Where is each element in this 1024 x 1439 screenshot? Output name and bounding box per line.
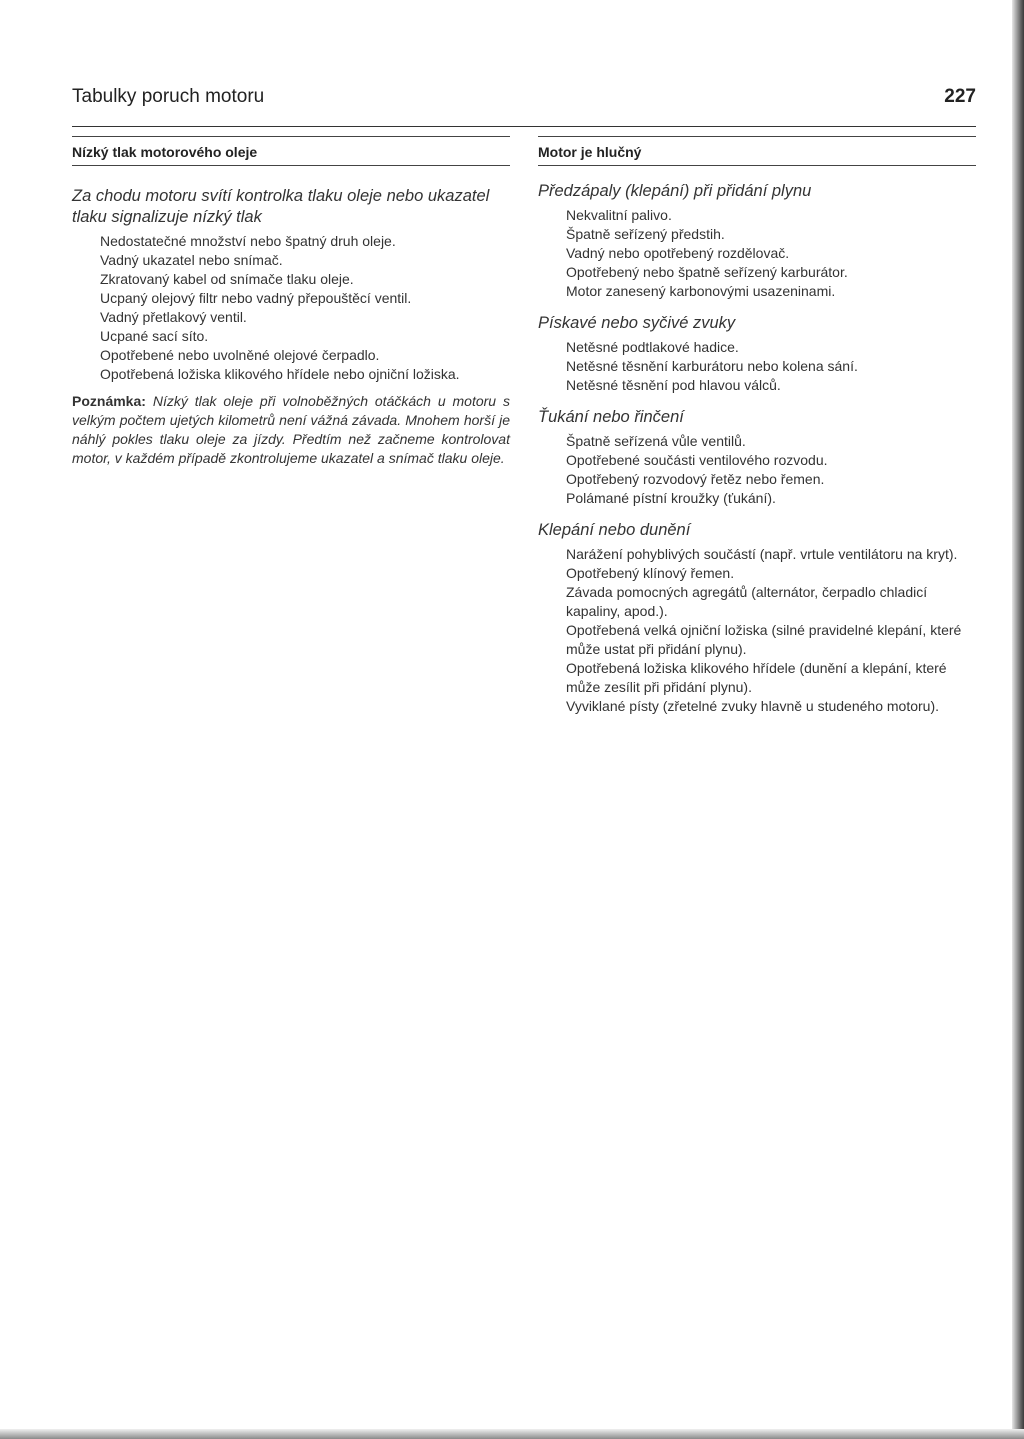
left-column bbox=[72, 136, 510, 468]
list-item: Vadný přetlakový ventil. bbox=[100, 309, 247, 325]
cause-list bbox=[538, 206, 976, 301]
list-item: Opotřebená ložiska klikového hřídele (dunění a klepání, které může zesílit při přidání plynu). bbox=[566, 660, 947, 695]
list-item: Motor zanesený karbonovými usazeninami. bbox=[566, 283, 836, 299]
cause-list bbox=[72, 232, 510, 384]
section-title-noisy-engine: Motor je hlučný bbox=[538, 136, 976, 166]
fault-title: Ťukání nebo řinčení bbox=[538, 408, 684, 426]
note-label: Poznámka: bbox=[72, 393, 146, 409]
cause-list bbox=[538, 545, 976, 716]
list-item: Narážení pohyblivých součástí (např. vrtule ventilátoru na kryt). bbox=[566, 546, 958, 562]
cause-list bbox=[538, 338, 976, 395]
list-item: Opotřebený nebo špatně seřízený karburátor. bbox=[566, 264, 848, 280]
list-item: Opotřebené součásti ventilového rozvodu. bbox=[566, 452, 828, 468]
list-item: Opotřebené nebo uvolněné olejové čerpadlo. bbox=[100, 347, 380, 363]
list-item: Opotřebená ložiska klikového hřídele nebo ojniční ložiska. bbox=[100, 366, 460, 382]
list-item: Vadný nebo opotřebený rozdělovač. bbox=[566, 245, 790, 261]
chapter-title: Tabulky poruch motoru bbox=[72, 86, 265, 107]
fault-title: Pískavé nebo syčivé zvuky bbox=[538, 314, 736, 332]
list-item: Špatně seřízená vůle ventilů. bbox=[566, 433, 746, 449]
list-item: Polámané pístní kroužky (ťukání). bbox=[566, 490, 776, 506]
list-item: Opotřebený rozvodový řetěz nebo řemen. bbox=[566, 471, 825, 487]
list-item: Závada pomocných agregátů (alternátor, čerpadlo chladicí kapaliny, apod.). bbox=[566, 584, 928, 619]
page-bottom-edge bbox=[0, 1429, 1024, 1439]
section-title-low-oil-pressure: Nízký tlak motorového oleje bbox=[72, 136, 510, 166]
list-item: Ucpaný olejový filtr nebo vadný přepouštěcí ventil. bbox=[100, 290, 412, 306]
fault-title: Klepání nebo dunění bbox=[538, 521, 691, 539]
list-item: Netěsné podtlakové hadice. bbox=[566, 339, 739, 355]
note-paragraph bbox=[72, 392, 510, 468]
list-item: Vyviklané písty (zřetelné zvuky hlavně u studeného motoru). bbox=[566, 698, 940, 714]
list-item: Opotřebená velká ojniční ložiska (silné pravidelné klepání, které může ustat při přidání plynu). bbox=[566, 622, 962, 657]
page-edge-shadow bbox=[1012, 0, 1024, 1439]
running-header bbox=[72, 86, 976, 114]
page-number: 227 bbox=[944, 86, 976, 107]
fault-title: Za chodu motoru svítí kontrolka tlaku oleje nebo ukazatel tlaku signalizuje nízký tlak bbox=[72, 187, 490, 226]
list-item: Ucpané sací síto. bbox=[100, 328, 209, 344]
list-item: Nedostatečné množství nebo špatný druh oleje. bbox=[100, 233, 396, 249]
list-item: Nekvalitní palivo. bbox=[566, 207, 672, 223]
list-item: Zkratovaný kabel od snímače tlaku oleje. bbox=[100, 271, 354, 287]
right-column bbox=[538, 136, 976, 716]
list-item: Netěsné těsnění karburátoru nebo kolena sání. bbox=[566, 358, 858, 374]
list-item: Špatně seřízený předstih. bbox=[566, 226, 725, 242]
header-rule bbox=[72, 126, 976, 127]
list-item: Opotřebený klínový řemen. bbox=[566, 565, 735, 581]
fault-title: Předzápaly (klepání) při přidání plynu bbox=[538, 182, 812, 200]
cause-list bbox=[538, 432, 976, 508]
list-item: Netěsné těsnění pod hlavou válců. bbox=[566, 377, 781, 393]
list-item: Vadný ukazatel nebo snímač. bbox=[100, 252, 283, 268]
note-text: Nízký tlak oleje při volnoběžných otáčkách u motoru s velkým počtem ujetých kilometrů není vážná závada. Mnohem horší je náhlý pokles tlaku oleje za jízdy. Předtím než začneme kontrolovat motor, v každém případě zkontrolujeme ukazatel a snímač tlaku oleje. bbox=[72, 393, 510, 466]
